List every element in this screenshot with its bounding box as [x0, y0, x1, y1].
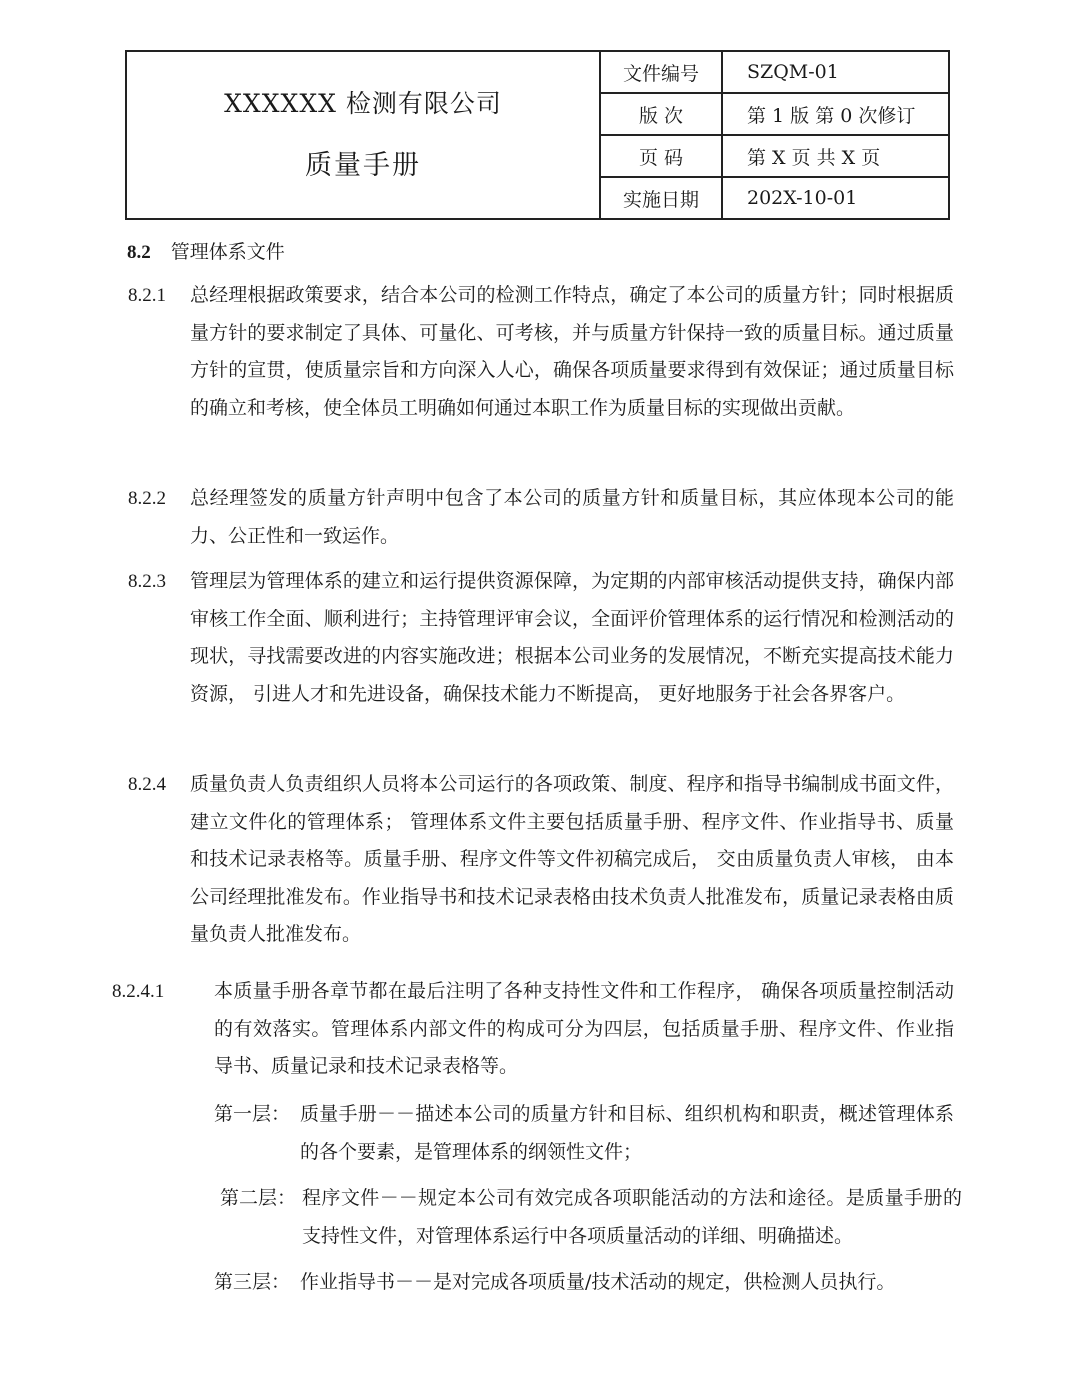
paragraph-text: 总经理根据政策要求，结合本公司的检测工作特点，确定了本公司的质量方针；同时根据质量方针的要求制定了具体、可量化、可考核，并与质量方针保持一致的质量目标。通过质量方针的宣贯，使质量宗旨和方向深入人心，确保各项质量要求得到有效保证；通过质量目标的确立和考核，使全体员工明确如何通过本职工作为质量目标的实现做出贡献。 — [190, 284, 954, 419]
layer-1 — [214, 1096, 954, 1171]
company-name: XXXXXX 检测有限公司 — [224, 88, 502, 118]
layer-3 — [214, 1264, 960, 1302]
paragraph-number: 8.2.4.1 — [112, 981, 165, 1002]
page-label: 页 码 — [600, 135, 722, 177]
paragraph-text: 管理层为管理体系的建立和运行提供资源保障，为定期的内部审核活动提供支持，确保内部审核工作全面、顺利进行；主持管理评审会议，全面评价管理体系的运行情况和检测活动的现状，寻找需要改进的内容实施改进；根据本公司业务的发展情况，不断充实提高技术能力资源， 引进人才和先进设备，确保技术能力不断提高， 更好地服务于社会各界客户。 — [190, 570, 954, 705]
layer-label: 第二层： — [220, 1187, 297, 1209]
paragraph-8-2-1 — [128, 277, 954, 427]
effective-date-value: 202X-10-01 — [722, 177, 949, 219]
paragraph-8-2-4 — [128, 766, 954, 954]
paragraph-text: 本质量手册各章节都在最后注明了各种支持性文件和工作程序， 确保各项质量控制活动的有效落实。管理体系内部文件的构成可分为四层，包括质量手册、程序文件、作业指导书、质量记录和技术记录表格等。 — [214, 980, 954, 1077]
paragraph-8-2-2 — [128, 480, 954, 555]
paragraph-number: 8.2.2 — [128, 488, 166, 509]
manual-title: 质量手册 — [305, 149, 421, 181]
paragraph-8-2-4-1 — [112, 973, 954, 1086]
paragraph-number: 8.2.3 — [128, 571, 166, 592]
layer-label: 第一层： — [214, 1103, 291, 1125]
section-title: 管理体系文件 — [170, 241, 285, 263]
paragraph-number: 8.2.1 — [128, 285, 166, 306]
edition-label: 版 次 — [600, 93, 722, 135]
company-title-cell — [126, 51, 600, 219]
document-header-table — [125, 50, 950, 220]
layer-2 — [220, 1180, 962, 1255]
paragraph-number: 8.2.4 — [128, 774, 166, 795]
layer-text: 程序文件－－规定本公司有效完成各项职能活动的方法和途径。是质量手册的支持性文件，对管理体系运行中各项质量活动的详细、明确描述。 — [302, 1187, 962, 1247]
doc-number-label: 文件编号 — [600, 51, 722, 93]
layer-text: 作业指导书－－是对完成各项质量/技术活动的规定，供检测人员执行。 — [300, 1271, 896, 1293]
section-number: 8.2 — [127, 242, 151, 263]
page-value: 第 X 页 共 X 页 — [722, 135, 949, 177]
layer-text: 质量手册－－描述本公司的质量方针和目标、组织机构和职责，概述管理体系的各个要素，是管理体系的纲领性文件； — [300, 1103, 954, 1163]
paragraph-8-2-3 — [128, 563, 954, 713]
paragraph-text: 质量负责人负责组织人员将本公司运行的各项政策、制度、程序和指导书编制成书面文件，建立文件化的管理体系； 管理体系文件主要包括质量手册、程序文件、作业指导书、质量和技术记录表格等。质量手册、程序文件等文件初稿完成后， 交由质量负责人审核， 由本公司经理批准发布。作业指导书和技术记录表格由技术负责人批准发布，质量记录表格由质量负责人批准发布。 — [190, 773, 954, 945]
paragraph-text: 总经理签发的质量方针声明中包含了本公司的质量方针和质量目标，其应体现本公司的能力、公正性和一致运作。 — [190, 487, 954, 547]
effective-date-label: 实施日期 — [600, 177, 722, 219]
edition-value: 第 1 版 第 0 次修订 — [722, 93, 949, 135]
layer-label: 第三层： — [214, 1271, 291, 1293]
section-heading — [127, 238, 285, 267]
doc-number-value: SZQM-01 — [722, 51, 949, 93]
